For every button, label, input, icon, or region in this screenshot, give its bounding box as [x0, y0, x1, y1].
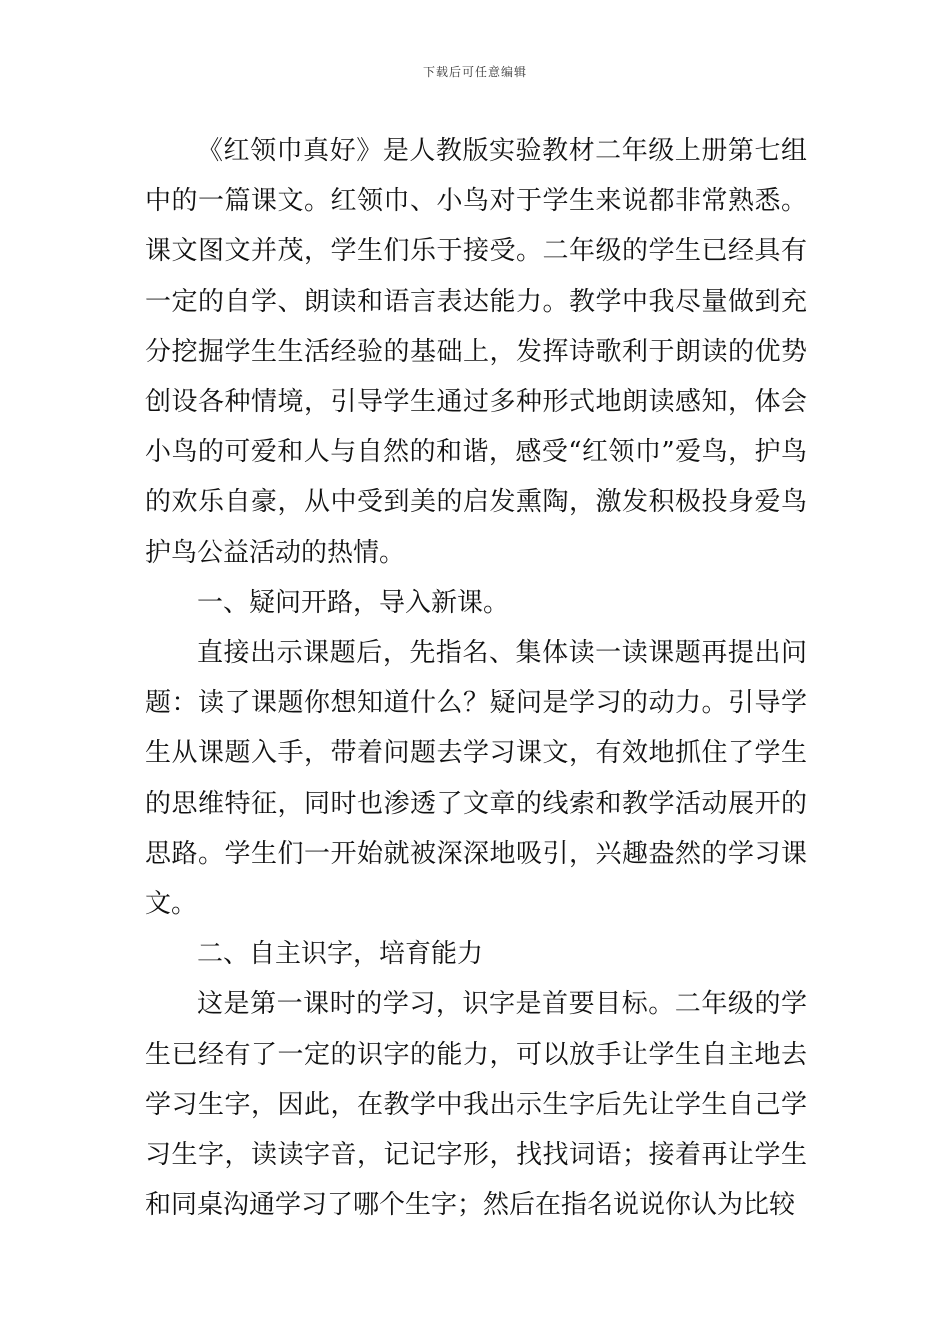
paragraph-section-2: 这是第一课时的学习，识字是首要目标。二年级的学生已经有了一定的识字的能力，可以放手让学生自主地去学习生字，因此，在教学中我出示生字后先让学生自己学习生字，读读字音，记记字形，找找词语；接着再让学生和同桌沟通学习了哪个生字；然后在指名说说你认为比较: [145, 989, 807, 1221]
page-header: 下载后可任意编辑: [422, 65, 527, 79]
section-heading-2: 二、自主识字，培育能力: [197, 939, 484, 970]
paragraph-section-1: 直接出示课题后，先指名、集体读一读课题再提出问题：读了课题你想知道什么？疑问是学习的动力。引导学生从课题入手，带着问题去学习课文，有效地抓住了学生的思维特征，同时也渗透了文章的线索和教学活动展开的思路。学生们一开始就被深深地吸引，兴趣盎然的学习课文。: [145, 638, 807, 920]
section-heading-1: 一、疑问开路，导入新课。: [197, 587, 510, 618]
paragraph-intro: 《红领巾真好》是人教版实验教材二年级上册第七组中的一篇课文。红领巾、小鸟对于学生来说都非常熟悉。课文图文并茂，学生们乐于接受。二年级的学生已经具有一定的自学、朗读和语言表达能力。教学中我尽量做到充分挖掘学生生活经验的基础上，发挥诗歌利于朗读的优势创设各种情境，引导学生通过多种形式地朗读感知，体会小鸟的可爱和人与自然的和谐，感受“红领巾”爱鸟，护鸟的欢乐自豪，从中受到美的启发熏陶，激发积极投身爱鸟护鸟公益活动的热情。: [145, 136, 807, 568]
document-body: [145, 126, 807, 1230]
